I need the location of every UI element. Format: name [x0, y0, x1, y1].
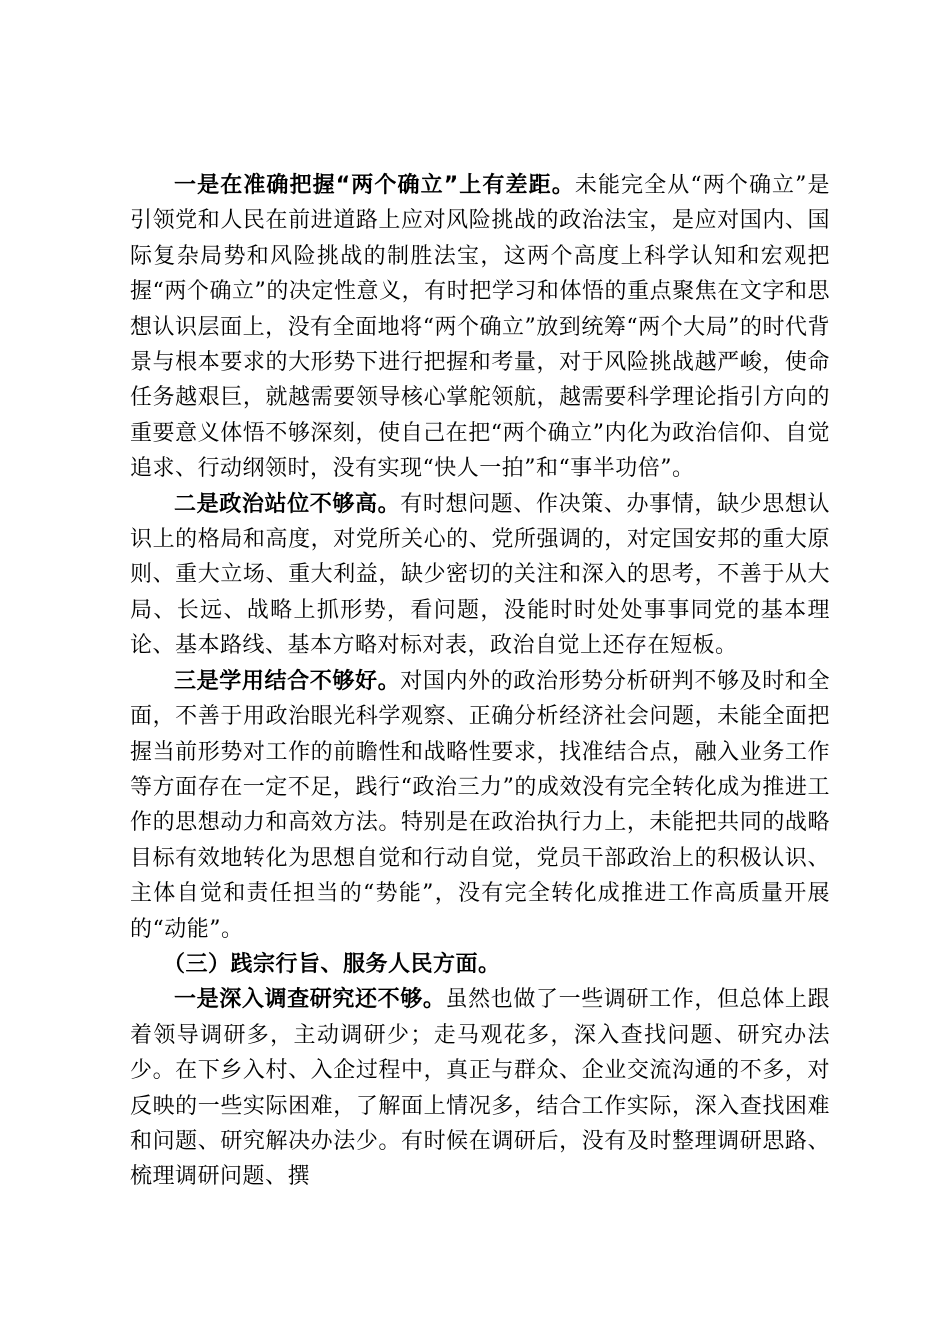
paragraph-lead: 一是在准确把握“两个确立”上有差距。	[174, 173, 575, 198]
paragraph-accurate-grasp	[130, 168, 830, 487]
paragraph-research	[130, 982, 830, 1194]
paragraph-lead: 二是政治站位不够高。	[174, 491, 401, 517]
paragraph-lead: 一是深入调查研究还不够。	[174, 987, 446, 1013]
section-heading: （三）践宗行旨、服务人民方面。	[163, 951, 501, 977]
paragraph-learning-application	[130, 664, 830, 947]
paragraph-lead: 三是学用结合不够好。	[174, 668, 401, 694]
paragraph-text: 未能完全从“两个确立”是引领党和人民在前进道路上应对风险挑战的政治法宝，是应对国内、国际复杂局势和风险挑战的制胜法宝，这两个高度上科学认知和宏观把握“两个确立”的决定性意义，有时把学习和体悟的重点聚焦在文字和思想认识层面上，没有全面地将“两个确立”放到统筹“两个大局”的时代背景与根本要求的大形势下进行把握和考量，对于风险挑战越严峻，使命任务越艰巨，就越需要领导核心掌舵领航，越需要科学理论指引方向的重要意义体悟不够深刻，使自己在把“两个确立”内化为政治信仰、自觉追求、行动纲领时，没有实现“快人一拍”和“事半功倍”。	[130, 173, 831, 482]
paragraph-political-stance	[130, 487, 830, 664]
paragraph-text: 对国内外的政治形势分析研判不够及时和全面，不善于用政治眼光科学观察、正确分析经济社会问题，未能全面把握当前形势对工作的前瞻性和战略性要求，找准结合点，融入业务工作等方面存在一定不足，践行“政治三力”的成效没有完全转化成为推进工作的思想动力和高效方法。特别是在政治执行力上，未能把共同的战略目标有效地转化为思想自觉和行动自觉，党员干部政治上的积极认识、主体自觉和责任担当的“势能”，没有完全转化成推进工作高质量开展的“动能”。	[130, 668, 830, 942]
paragraph-text: 虽然也做了一些调研工作，但总体上跟着领导调研多，主动调研少；走马观花多，深入查找问题、研究办法少。在下乡入村、入企过程中，真正与群众、企业交流沟通的不多，对反映的一些实际困难，了解面上情况多，结合工作实际，深入查找困难和问题、研究解决办法少。有时候在调研后，没有及时整理调研思路、梳理调研问题、撰	[130, 987, 830, 1190]
document-body	[130, 168, 830, 1195]
paragraph-text: 有时想问题、作决策、办事情，缺少思想认识上的格局和高度，对党所关心的、党所强调的，对定国安邦的重大原则、重大立场、重大利益，缺少密切的关注和深入的思考，不善于从大局、长远、战略上抓形势，看问题，没能时时处处事事同党的基本理论、基本路线、基本方略对标对表，政治自觉上还存在短板。	[130, 491, 830, 659]
